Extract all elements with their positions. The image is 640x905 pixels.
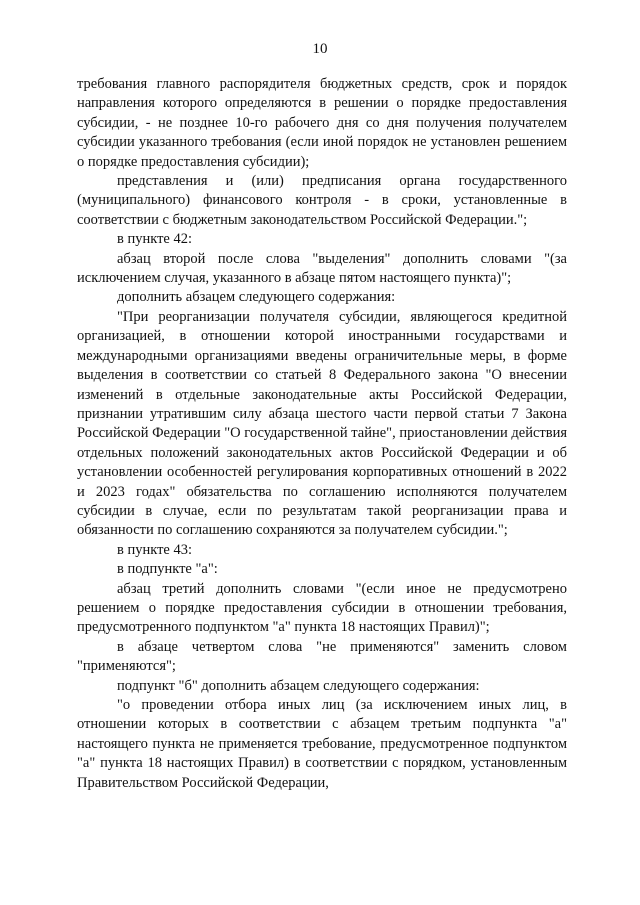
paragraph-add-abzac: дополнить абзацем следующего содержания: <box>117 289 396 306</box>
page-number: 10 <box>312 41 328 57</box>
paragraph-point-42: в пункте 42: <box>117 231 193 248</box>
paragraph-amend-second-abzac: абзац второй после слова "выделения" дополнить словами "(за исключением случая, указанного в абзаце пятом настоящего пункта)"; <box>77 250 567 287</box>
paragraph-subpoint-b: подпункт "б" дополнить абзацем следующего содержания: <box>117 677 480 694</box>
paragraph-subpoint-a: в подпункте "а": <box>117 561 218 578</box>
paragraph-requirement-deadline: требования главного распорядителя бюджетных средств, срок и порядок направления которого определяются в решении о порядке предоставления субсидии, - не позднее 10-го рабочего дня со дня получения получателем субсидии указанного требования (если иной порядок не установлен решением о порядке предоставления субсидии); <box>77 76 567 170</box>
document-body <box>77 75 567 793</box>
paragraph-reorganization: "При реорганизации получателя субсидии, являющегося кредитной организацией, в отношении которой иностранными государствами и международными организациями введены ограничительные меры, в форме выделения в соответствии со статьей 8 Федерального закона "О внесении изменений в отдельные законодательные акты Российской Федерации, признании утратившим силу абзаца шестого части первой статьи 7 Закона Российской Федерации "О государственной тайне", приостановлении действия отдельных положений законодательных актов Российской Федерации и об установлении особенностей регулирования корпоративных отношений в 2022 и 2023 годах" обязательства по соглашению исполняются получателем субсидии в случае, если по результатам такой реорганизации права и обязанности по соглашению сохраняются за получателем субсидии."; <box>77 308 567 539</box>
paragraph-third-abzac: абзац третий дополнить словами "(если иное не предусмотрено решением о порядке предоставления субсидии в отношении требования, предусмотренного подпунктом "а" пункта 18 настоящих Правил)"; <box>77 580 567 636</box>
paragraph-other-persons-selection: "о проведении отбора иных лиц (за исключением иных лиц, в отношении которых в соответствии с абзацем третьим подпункта "а" настоящего пункта не применяется требование, предусмотренное подпунктом "а" пункта 18 настоящих Правил) в соответствии с порядком, установленным Правительством Российской Федерации, <box>77 697 567 791</box>
paragraph-fourth-abzac: в абзаце четвертом слова "не применяются" заменить словом "применяются"; <box>77 638 567 675</box>
paragraph-point-43: в пункте 43: <box>117 541 193 558</box>
paragraph-control-orders: представления и (или) предписания органа государственного (муниципального) финансового контроля - в сроки, установленные в соответствии с бюджетным законодательством Российской Федерации."; <box>77 173 567 228</box>
